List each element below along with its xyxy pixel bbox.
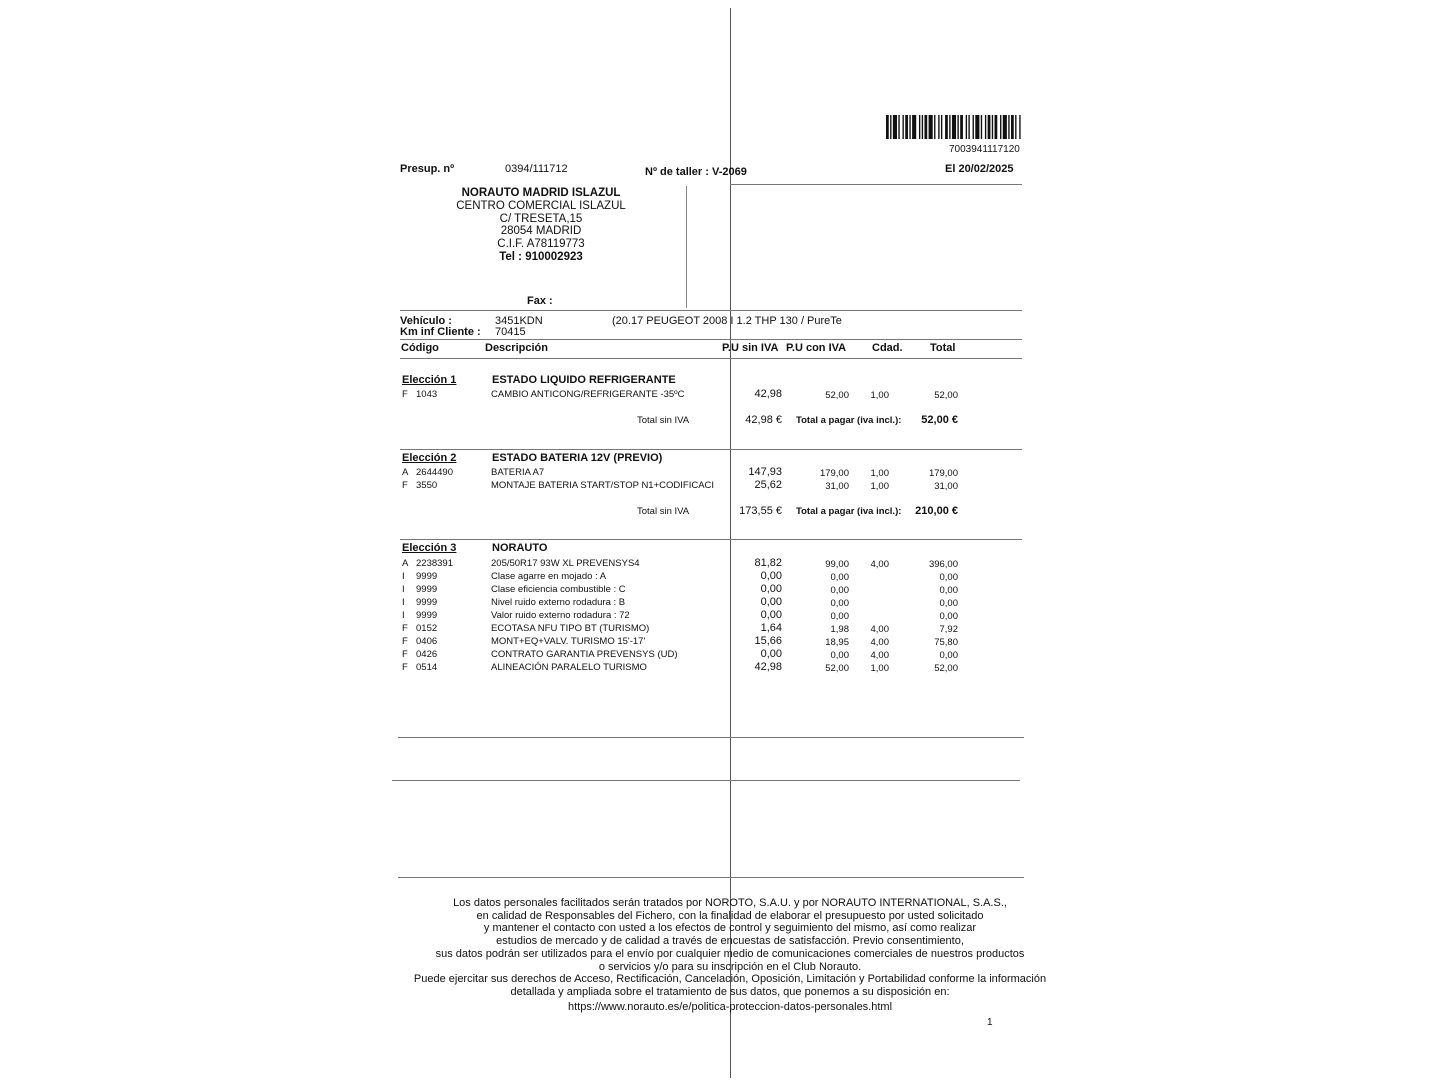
row-pu-sin-iva: 15,66 (754, 635, 782, 647)
barcode-bar (966, 115, 967, 139)
row-description: CAMBIO ANTICONG/REFRIGERANTE -35ºC (491, 389, 685, 400)
barcode-bar (949, 115, 950, 139)
section-divider (400, 539, 1022, 540)
row-pu-con-iva: 52,00 (825, 663, 849, 674)
section-divider (400, 449, 1022, 450)
row-description: ECOTASA NFU TIPO BT (TURISMO) (491, 623, 650, 634)
row-description: BATERIA A7 (491, 467, 545, 478)
section-1-total-sin-iva: 42,98 € (745, 414, 782, 426)
row-pu-sin-iva: 0,00 (760, 570, 782, 582)
row-code: 2644490 (416, 467, 453, 478)
row-pu-sin-iva: 25,62 (754, 479, 782, 491)
shop-tel: Tel : 910002923 (499, 250, 583, 263)
row-type: I (402, 584, 405, 595)
row-pu-con-iva: 179,00 (819, 468, 849, 479)
barcode-bar (941, 115, 942, 139)
privacy-line: en calidad de Responsables del Fichero, con la finalidad de elaborar el presupuesto por usted solicitado (476, 909, 984, 922)
row-description: MONTAJE BATERIA START/STOP N1+CODIFICACI (491, 480, 715, 491)
section-1-total-pagar-label: Total a pagar (iva incl.): (796, 415, 902, 426)
row-pu-con-iva: 99,00 (825, 559, 849, 570)
row-description: Nivel ruido externo rodadura : B (491, 597, 626, 608)
row-description: Valor ruido externo rodadura : 72 (491, 610, 630, 621)
row-quantity: 1,00 (870, 468, 889, 479)
row-code: 9999 (416, 584, 438, 595)
row-pu-con-iva: 52,00 (825, 390, 849, 401)
row-code: 2238391 (416, 558, 453, 569)
barcode-bar (929, 115, 933, 139)
barcode-bar (988, 115, 991, 139)
row-pu-sin-iva: 81,82 (754, 557, 782, 569)
row-type: F (402, 662, 408, 673)
row-pu-con-iva: 0,00 (830, 598, 849, 609)
col-pu-sin-iva: P.U sin IVA (722, 342, 779, 354)
barcode-bar (957, 115, 958, 139)
row-quantity: 1,00 (870, 663, 889, 674)
barcode-bar (909, 115, 910, 139)
row-pu-con-iva: 0,00 (830, 572, 849, 583)
row-type: F (402, 636, 408, 647)
row-pu-con-iva: 1,98 (830, 624, 849, 635)
shop-line3: 28054 MADRID (500, 225, 582, 238)
barcode-bar (902, 115, 903, 139)
section-2-total-pagar-label: Total a pagar (iva incl.): (796, 506, 902, 517)
row-pu-sin-iva: 1,64 (760, 622, 782, 634)
barcode (886, 115, 1022, 139)
row-total: 0,00 (939, 572, 958, 583)
row-pu-sin-iva: 0,00 (760, 609, 782, 621)
col-total: Total (930, 342, 956, 354)
row-pu-sin-iva: 42,98 (754, 661, 782, 673)
row-type: I (402, 571, 405, 582)
footer-rule-2 (392, 780, 1020, 781)
row-total: 0,00 (939, 611, 958, 622)
row-quantity: 4,00 (870, 650, 889, 661)
row-type: F (402, 623, 408, 634)
row-pu-sin-iva: 0,00 (760, 583, 782, 595)
header-rule (730, 184, 1022, 185)
row-type: I (402, 610, 405, 621)
barcode-bar (1019, 115, 1020, 139)
barcode-number: 7003941117120 (949, 144, 1020, 155)
row-description: Clase eficiencia combustible : C (491, 584, 626, 595)
row-pu-sin-iva: 42,98 (754, 388, 782, 400)
columns-bottom-rule (400, 358, 1022, 359)
barcode-bar (960, 115, 963, 139)
row-total: 7,92 (939, 624, 958, 635)
header-divider (686, 186, 687, 308)
row-quantity: 4,00 (870, 637, 889, 648)
col-pu-con-iva: P.U con IVA (786, 342, 847, 354)
row-type: A (402, 467, 409, 478)
section-2-heading: ESTADO BATERIA 12V (PREVIO) (492, 452, 663, 464)
shop-address (441, 187, 641, 264)
row-description: ALINEACIÓN PARALELO TURISMO (491, 662, 647, 673)
row-pu-con-iva: 0,00 (830, 585, 849, 596)
row-code: 0426 (416, 649, 438, 660)
row-description: Clase agarre en mojado : A (491, 571, 607, 582)
row-code: 3550 (416, 480, 438, 491)
row-type: A (402, 558, 409, 569)
row-code: 9999 (416, 610, 438, 621)
barcode-bar (968, 115, 969, 139)
row-type: F (402, 649, 408, 660)
barcode-bar (898, 115, 899, 139)
barcode-bar (975, 115, 979, 139)
row-type: I (402, 597, 405, 608)
privacy-line: y mantener el contacto con usted a los efectos de control y seguimiento del mismo, así como realizar (483, 922, 977, 935)
privacy-url[interactable]: https://www.norauto.es/e/politica-proteccion-datos-personales.html (567, 1000, 893, 1013)
privacy-line: Puede ejercitar sus derechos de Acceso, Rectificación, Cancelación, Oposición, Limitación y Portabilidad conforme la información (413, 973, 1047, 986)
km-label: Km inf Cliente : (400, 326, 481, 338)
barcode-bar (973, 115, 974, 139)
barcode-bar (945, 115, 948, 139)
row-total: 52,00 (934, 663, 958, 674)
row-code: 0514 (416, 662, 438, 673)
row-pu-con-iva: 0,00 (830, 650, 849, 661)
barcode-bar (1003, 115, 1007, 139)
section-1-title: Elección 1 (402, 374, 457, 386)
row-total: 396,00 (928, 559, 958, 570)
presup-label: Presup. nº (400, 163, 455, 175)
barcode-bar (905, 115, 908, 139)
row-total: 179,00 (928, 468, 958, 479)
section-1-heading: ESTADO LIQUIDO REFRIGERANTE (492, 374, 676, 386)
row-code: 0152 (416, 623, 438, 634)
row-pu-con-iva: 31,00 (825, 481, 849, 492)
shop-cif: C.I.F. A78119773 (497, 238, 585, 251)
privacy-line: estudios de mercado y de calidad a través de encuestas de satisfacción. Previo consentimiento, (496, 935, 964, 948)
privacy-line: Los datos personales facilitados serán tratados por NOROTO, S.A.U. y por NORAUTO INTERNATIONAL, S.A.S., (453, 897, 1007, 909)
section-1-total-sin-label: Total sin IVA (637, 415, 690, 426)
row-code: 9999 (416, 571, 438, 582)
barcode-bar (886, 115, 889, 139)
row-code: 1043 (416, 389, 438, 400)
row-type: F (402, 480, 408, 491)
col-cantidad: Cdad. (872, 342, 903, 354)
vehicle-label: Vehículo : (400, 315, 452, 327)
row-total: 0,00 (939, 585, 958, 596)
section-3-title: Elección 3 (402, 542, 457, 554)
row-description: CONTRATO GARANTIA PREVENSYS (UD) (491, 649, 678, 660)
row-type: F (402, 389, 408, 400)
barcode-bar (912, 115, 916, 139)
footer-rule-1 (398, 737, 1024, 738)
barcode-bar (924, 115, 927, 139)
row-code: 9999 (416, 597, 438, 608)
vehicle-plate: 3451KDN (495, 315, 543, 327)
privacy-notice (380, 897, 1080, 1013)
page-number: 1 (987, 1017, 993, 1028)
barcode-bar (919, 115, 920, 139)
barcode-bar (890, 115, 891, 139)
privacy-line: sus datos podrán ser utilizados para el envío por cualquier medio de comunicaciones comerciales de nuestros productos (435, 947, 1025, 960)
col-descripcion: Descripción (485, 342, 548, 354)
barcode-bar (995, 115, 998, 139)
barcode-bar (1008, 115, 1009, 139)
row-pu-con-iva: 0,00 (830, 611, 849, 622)
barcode-bar (1015, 115, 1016, 139)
row-description: MONT+EQ+VALV. TURISMO 15'-17' (491, 636, 646, 647)
row-quantity: 1,00 (870, 390, 889, 401)
shop-line2: C/ TRESETA,15 (499, 212, 583, 225)
row-quantity: 1,00 (870, 481, 889, 492)
fax-label: Fax : (527, 295, 553, 307)
barcode-bar (985, 115, 986, 139)
row-quantity: 4,00 (870, 624, 889, 635)
barcode-bar (922, 115, 923, 139)
row-total: 0,00 (939, 650, 958, 661)
row-total: 31,00 (934, 481, 958, 492)
presup-number: 0394/111712 (505, 163, 568, 175)
section-2-total-sin-iva: 173,55 € (739, 505, 782, 517)
row-pu-sin-iva: 0,00 (760, 648, 782, 660)
barcode-bar (981, 115, 982, 139)
section-3-heading: NORAUTO (492, 542, 548, 554)
section-2-total-sin-label: Total sin IVA (637, 506, 690, 517)
columns-top-rule (400, 339, 1022, 340)
barcode-bar (1000, 115, 1001, 139)
row-total: 75,80 (934, 637, 958, 648)
col-codigo: Código (401, 342, 439, 354)
footer-rule-3 (398, 877, 1024, 878)
row-total: 52,00 (934, 390, 958, 401)
section-2-total-pagar: 210,00 € (915, 505, 958, 517)
row-pu-con-iva: 18,95 (825, 637, 849, 648)
row-quantity: 4,00 (870, 559, 889, 570)
privacy-line: detallada y ampliada sobre el tratamiento de sus datos, que ponemos a su disposición en: (510, 985, 950, 998)
section-1-total-pagar: 52,00 € (921, 414, 958, 426)
vehicle-model: (20.17 PEUGEOT 2008 I 1.2 THP 130 / PureTe (612, 315, 842, 327)
vehicle-top-rule (400, 310, 1022, 311)
shop-line1: CENTRO COMERCIAL ISLAZUL (456, 199, 626, 212)
barcode-bar (1011, 115, 1014, 139)
km-value: 70415 (495, 326, 526, 338)
row-code: 0406 (416, 636, 438, 647)
row-pu-sin-iva: 0,00 (760, 596, 782, 608)
shop-name: NORAUTO MADRID ISLAZUL (461, 187, 621, 199)
row-total: 0,00 (939, 598, 958, 609)
barcode-bar (893, 115, 897, 139)
barcode-bar (934, 115, 935, 139)
row-pu-sin-iva: 147,93 (748, 466, 782, 478)
row-description: 205/50R17 93W XL PREVENSYS4 (491, 558, 640, 569)
barcode-bar (938, 115, 939, 139)
document-date: El 20/02/2025 (945, 163, 1014, 175)
taller-number: Nº de taller : V-2069 (645, 166, 747, 178)
privacy-line: o servicios y/o para su inscripción en el Club Norauto. (598, 960, 862, 973)
barcode-bar (992, 115, 993, 139)
barcode-bar (952, 115, 956, 139)
section-2-title: Elección 2 (402, 452, 457, 464)
